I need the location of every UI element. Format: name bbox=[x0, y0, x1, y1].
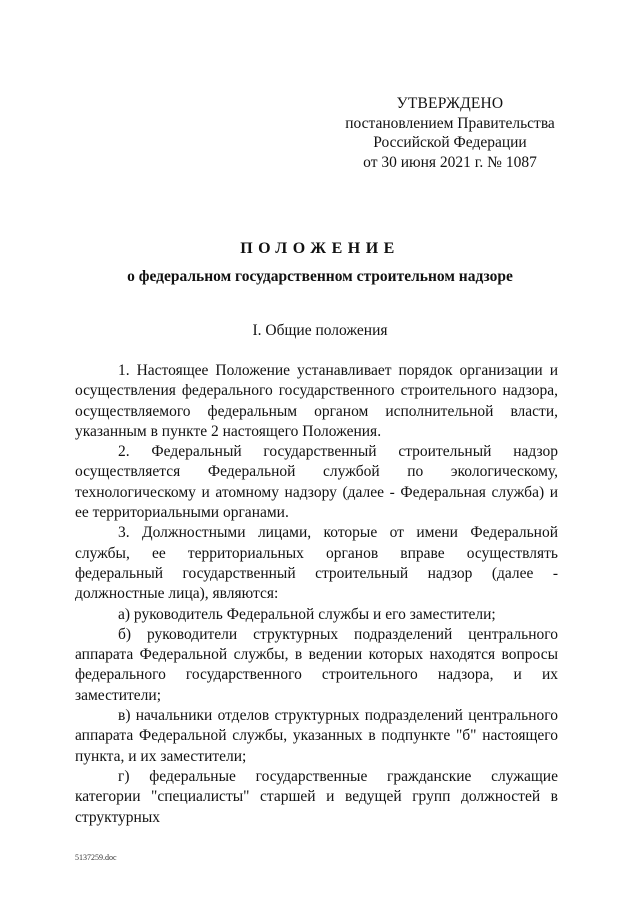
paragraph-3: 3. Должностными лицами, которые от имени Федеральной службы, ее территориальных органов вправе осуществлять федеральный государственный строительный надзор (далее - должностные лица), являются: bbox=[75, 524, 558, 603]
paragraph-2: 2. Федеральный государственный строительный надзор осуществляется Федеральной службой по экологическому, технологическому и атомному надзору (далее - Федеральная служба) и ее территориальными органами. bbox=[75, 443, 558, 522]
section-heading: I. Общие положения bbox=[252, 322, 388, 339]
document-body bbox=[75, 361, 558, 828]
file-reference: 5137259.doc bbox=[75, 853, 117, 862]
approval-line-country: Российской Федерации bbox=[373, 134, 527, 151]
paragraph-3d: г) федеральные государственные гражданские служащие категории "специалисты" старшей и ведущей групп должностей в структурных bbox=[75, 767, 558, 826]
paragraph-1: 1. Настоящее Положение устанавливает порядок организации и осуществления федерального государственного строительного надзора, осуществляемого федеральным органом исполнительной власти, указанным в пункте 2 настоящего Положения. bbox=[75, 362, 558, 440]
approval-title: УТВЕРЖДЕНО bbox=[396, 95, 504, 112]
paragraph-3c: в) начальники отделов структурных подразделений центрального аппарата Федеральной службы, указанных в подпункте "б" настоящего пункта, и их заместители; bbox=[75, 707, 558, 765]
paragraph-3a: а) руководитель Федеральной службы и его заместители; bbox=[118, 605, 496, 623]
approval-stamp bbox=[330, 94, 570, 172]
document-subtitle: о федеральном государственном строительном надзоре bbox=[127, 268, 513, 285]
approval-line-date: от 30 июня 2021 г. № 1087 bbox=[363, 153, 537, 171]
paragraph-3b: б) руководители структурных подразделений центрального аппарата Федеральной службы, в ведении которых находятся вопросы федерального государственного строительного надзора, и их заместители; bbox=[75, 625, 558, 704]
document-title: ПОЛОЖЕНИЕ bbox=[240, 240, 400, 257]
approval-line-decree: постановлением Правительства bbox=[345, 114, 555, 132]
